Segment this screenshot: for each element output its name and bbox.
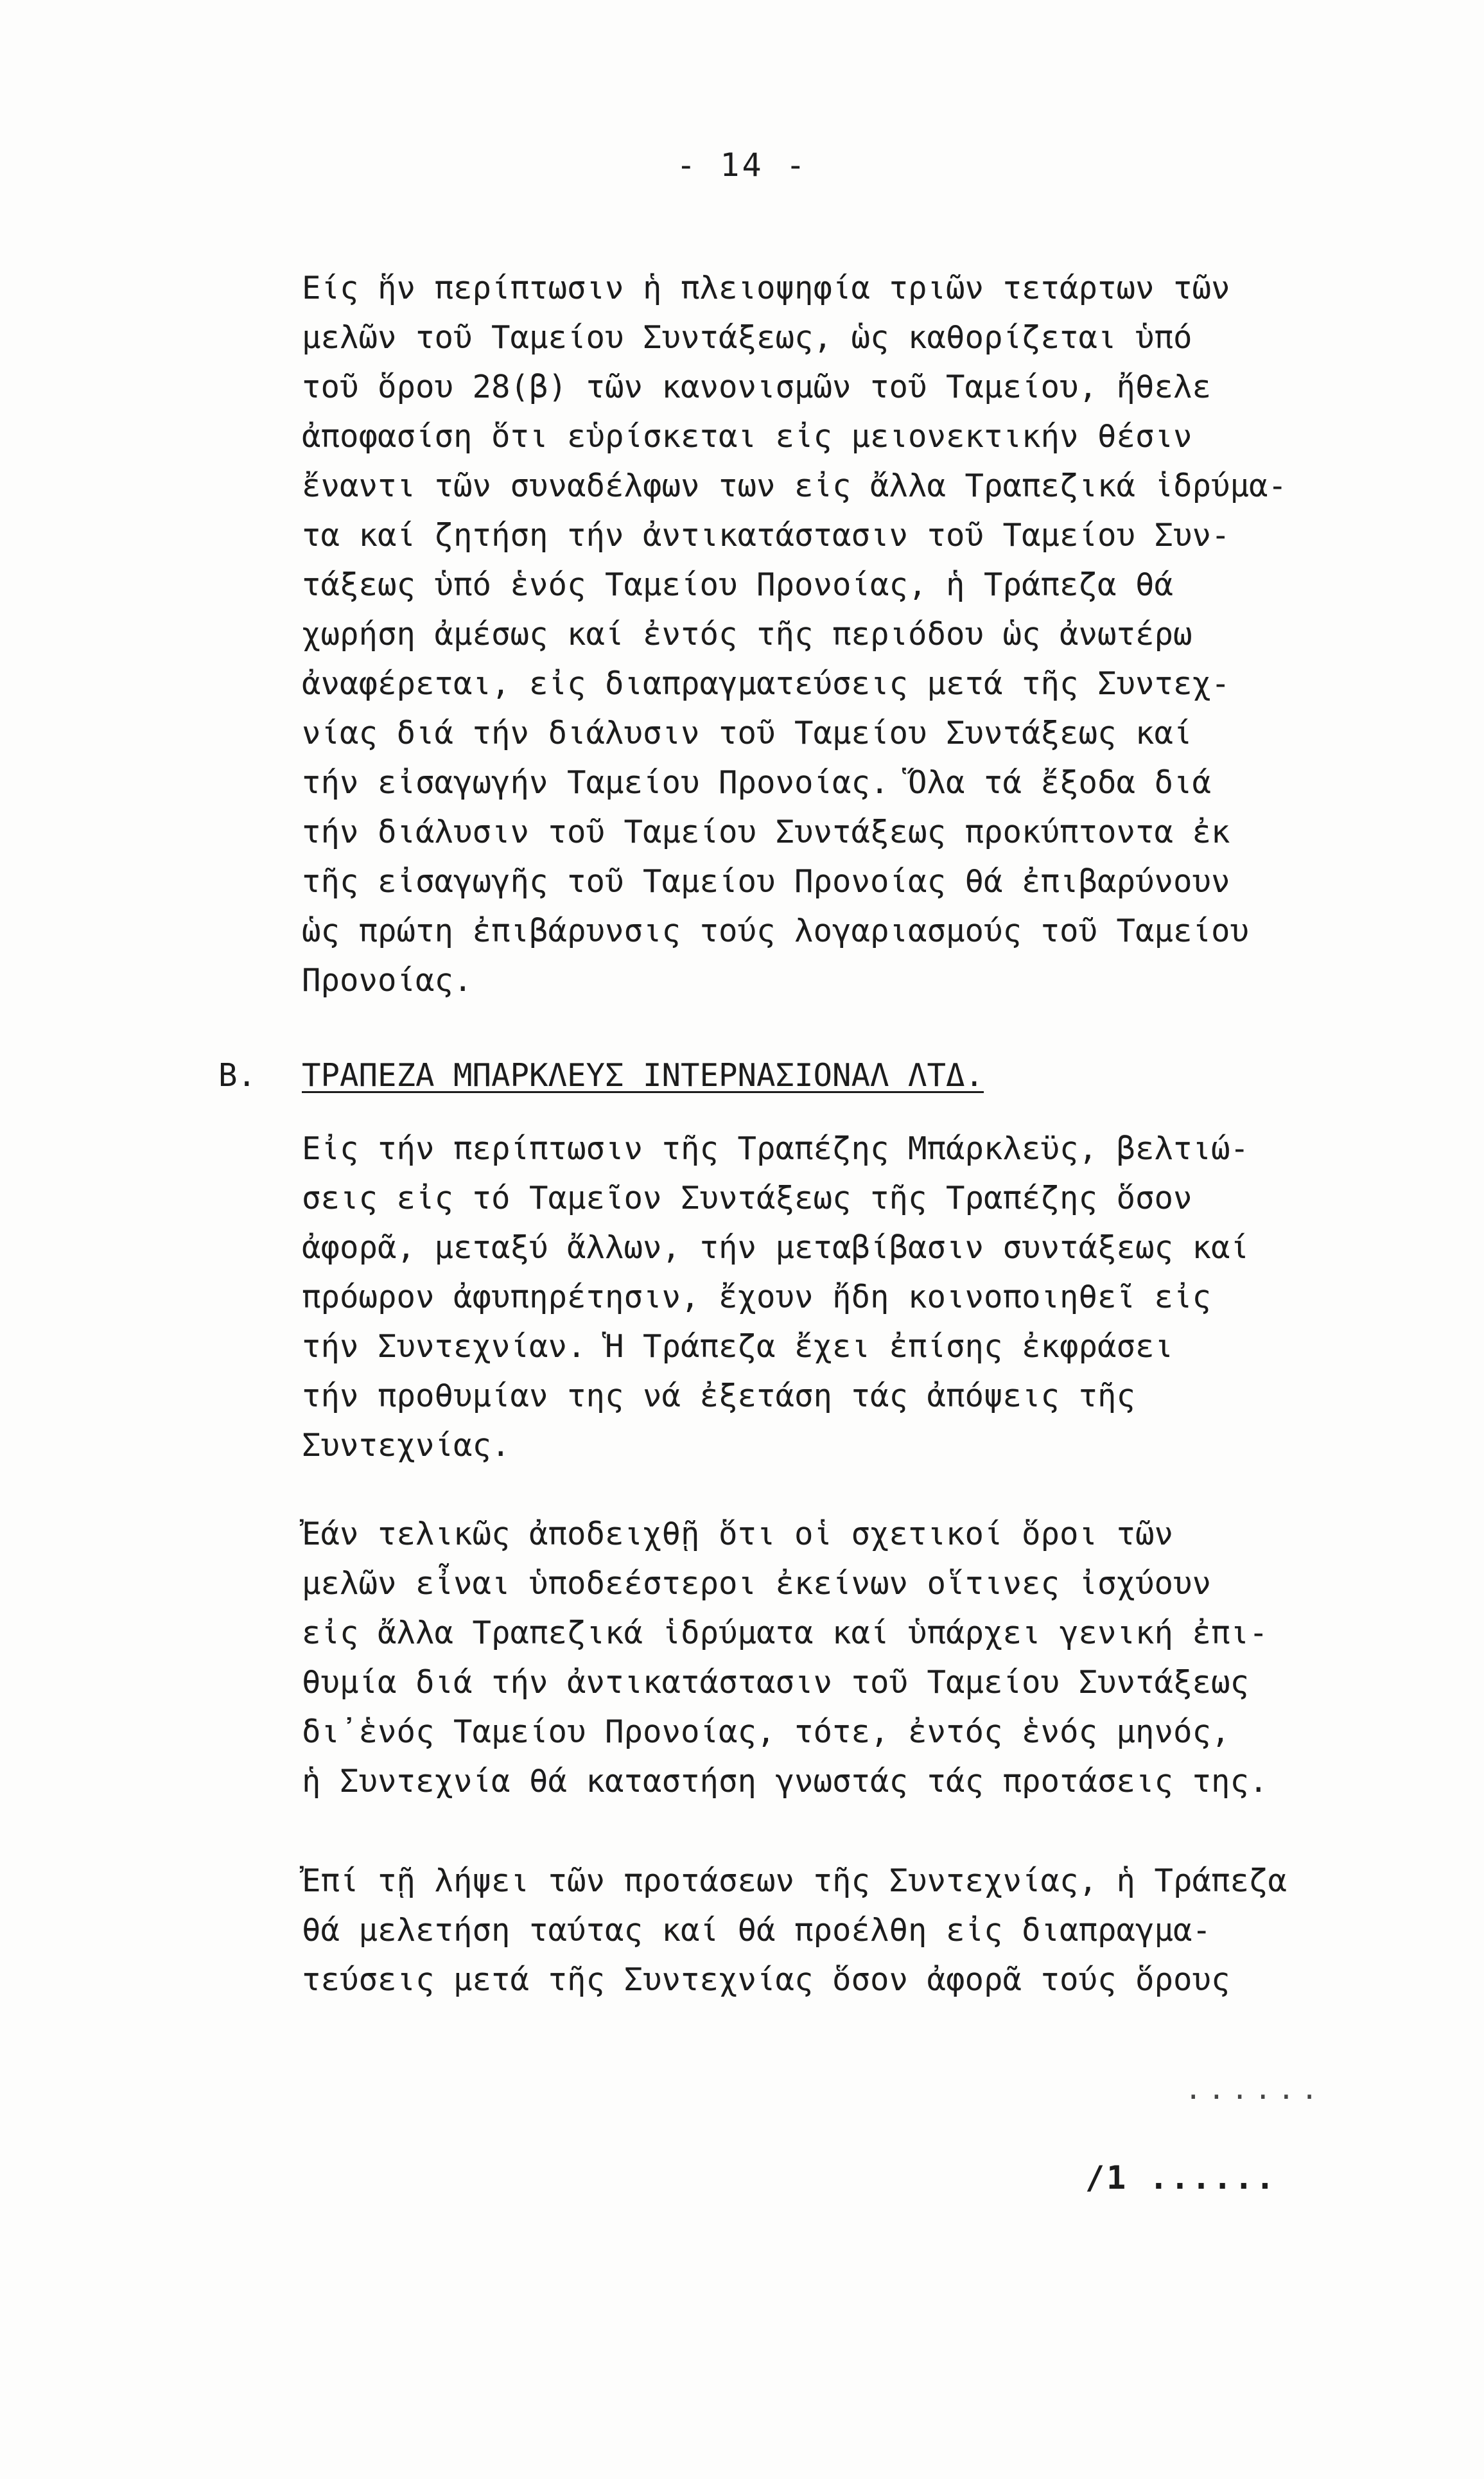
text-line: μελῶν τοῦ Ταμείου Συντάξεως, ὡς καθορίζεται ὑπό <box>302 319 1192 356</box>
section-marker: B. <box>218 1057 257 1094</box>
page-number: - 14 - <box>676 146 808 184</box>
text-line: εἰς ἄλλα Τραπεζικά ἱδρύματα καί ὑπάρχει γενική ἐπι- <box>302 1615 1268 1651</box>
text-line: θυμία διά τήν ἀντικατάστασιν τοῦ Ταμείου Συντάξεως <box>302 1664 1250 1701</box>
text-line: ἀναφέρεται, εἰς διαπραγματεύσεις μετά τῆς Συντεχ- <box>302 665 1230 702</box>
text-line: Ἐάν τελικῶς ἀποδειχθῇ ὅτι οἱ σχετικοί ὅροι τῶν <box>302 1516 1174 1552</box>
text-line: ἡ Συντεχνία θά καταστήση γνωστάς τάς προτάσεις της. <box>302 1763 1268 1800</box>
text-line: πρόωρον ἀφυπηρέτησιν, ἔχουν ἤδη κοινοποιηθεῖ εἰς <box>302 1279 1212 1315</box>
paragraph-proposals <box>302 1856 1355 2004</box>
text-line: Είς ἥν περίπτωσιν ἡ πλειοψηφία τριῶν τετάρτων τῶν <box>302 270 1230 306</box>
text-line: τήν διάλυσιν τοῦ Ταμείου Συντάξεως προκύπτοντα ἐκ <box>302 814 1230 850</box>
text-line: τήν προθυμίαν της νά ἐξετάση τάς ἀπόψεις τῆς <box>302 1378 1136 1414</box>
text-line: ἀφορᾶ, μεταξύ ἄλλων, τήν μεταβίβασιν συντάξεως καί <box>302 1229 1250 1266</box>
text-line: μελῶν εἶναι ὑποδεέστεροι ἐκείνων οἵτινες ἰσχύουν <box>302 1565 1212 1602</box>
text-line: Συντεχνίας. <box>302 1427 511 1464</box>
text-line: ὡς πρώτη ἐπιβάρυνσις τούς λογαριασμούς τοῦ Ταμείου <box>302 913 1250 949</box>
paragraph-barclays <box>302 1124 1355 1470</box>
text-line: Προνοίας. <box>302 962 473 999</box>
text-line: ἔναντι τῶν συναδέλφων των εἰς ἄλλα Τραπεζικά ἱδρύμα- <box>302 468 1288 504</box>
text-line: νίας διά τήν διάλυσιν τοῦ Ταμείου Συντάξεως καί <box>302 715 1192 751</box>
text-line: ἀποφασίση ὅτι εὑρίσκεται εἰς μειονεκτικήν θέσιν <box>302 418 1192 455</box>
text-line: χωρήση ἀμέσως καί ἐντός τῆς περιόδου ὡς ἀνωτέρω <box>302 616 1192 653</box>
text-line: τῆς εἰσαγωγῆς τοῦ Ταμείου Προνοίας θά ἐπιβαρύνουν <box>302 863 1230 900</box>
text-line: δι᾽ἑνός Ταμείου Προνοίας, τότε, ἐντός ἑνός μηνός, <box>302 1713 1230 1750</box>
footer-dots: ...... <box>1185 2073 1325 2106</box>
section-heading: ΤΡΑΠΕΖΑ ΜΠΑΡΚΛΕΥΣ ΙΝΤΕΡΝΑΣΙΟΝΑΛ ΛΤΔ. <box>302 1057 984 1094</box>
text-line: Εἰς τήν περίπτωσιν τῆς Τραπέζης Μπάρκλεϋς, βελτιώ- <box>302 1130 1250 1167</box>
text-line: τα καί ζητήση τήν ἀντικατάστασιν τοῦ Ταμείου Συν- <box>302 517 1230 554</box>
text-line: τάξεως ὑπό ἑνός Ταμείου Προνοίας, ἡ Τράπεζα θά <box>302 566 1174 603</box>
paragraph-members-terms <box>302 1509 1355 1806</box>
text-line: τήν εἰσαγωγήν Ταμείου Προνοίας. Ὅλα τά ἔξοδα διά <box>302 764 1212 801</box>
text-line: τήν Συντεχνίαν. Ἡ Τράπεζα ἔχει ἐπίσης ἐκφράσει <box>302 1328 1174 1365</box>
paragraph-pension-fund <box>302 263 1355 1005</box>
continuation-marker: /1 ...... <box>1085 2159 1277 2196</box>
text-line: Ἐπί τῇ λήψει τῶν προτάσεων τῆς Συντεχνίας, ἡ Τράπεζα <box>302 1862 1288 1899</box>
text-line: θά μελετήση ταύτας καί θά προέλθη εἰς διαπραγμα- <box>302 1912 1212 1949</box>
text-line: σεις εἰς τό Ταμεῖον Συντάξεως τῆς Τραπέζης ὅσον <box>302 1180 1192 1216</box>
text-line: τεύσεις μετά τῆς Συντεχνίας ὅσον ἀφορᾶ τούς ὅρους <box>302 1961 1230 1998</box>
text-line: τοῦ ὅρου 28(β) τῶν κανονισμῶν τοῦ Ταμείου, ἤθελε <box>302 369 1212 405</box>
